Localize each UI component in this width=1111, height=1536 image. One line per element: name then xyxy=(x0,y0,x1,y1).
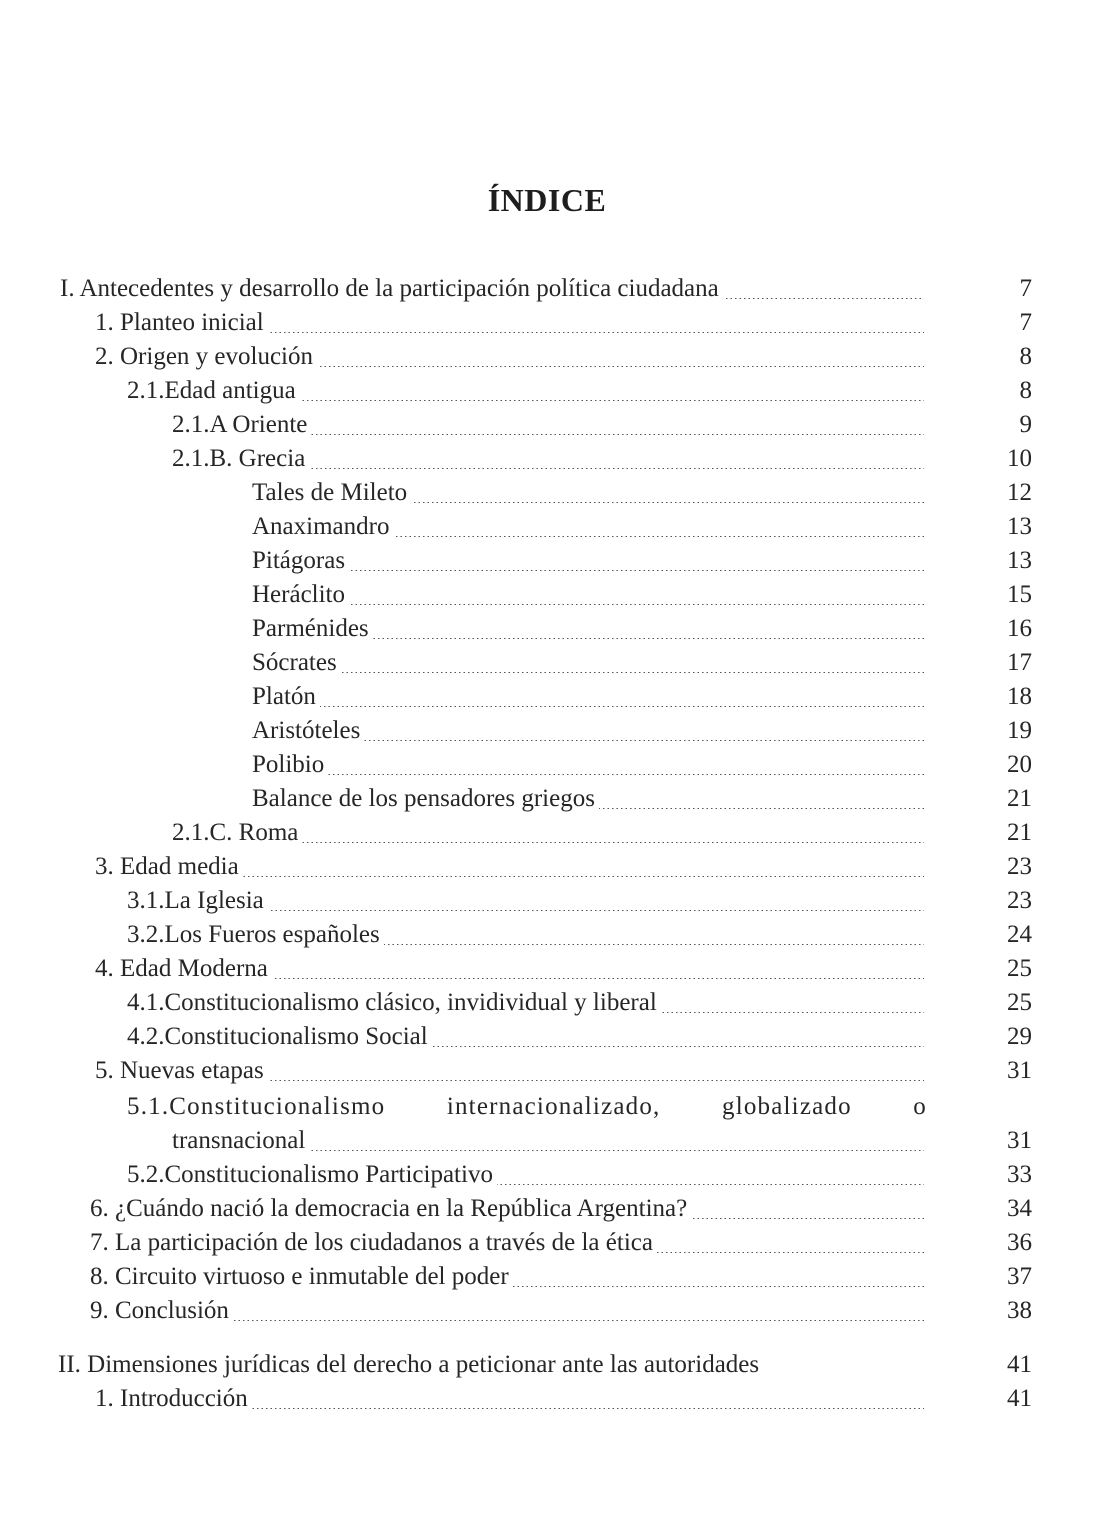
toc-entry-page: 38 xyxy=(1007,1297,1032,1324)
toc-entry-label: 4.2.Constitucionalismo Social xyxy=(127,1023,432,1050)
toc-entry-label: Sócrates xyxy=(252,649,341,676)
toc-entry-page: 31 xyxy=(1007,1127,1032,1154)
toc-entry-page: 41 xyxy=(1007,1385,1032,1412)
toc-entry-label: 1. Planteo inicial xyxy=(95,309,268,336)
toc-entry-label: Balance de los pensadores griegos xyxy=(252,785,599,812)
toc-entry-page: 31 xyxy=(1007,1057,1032,1084)
toc-entry-label: 4.1.Constitucionalismo clásico, invidividual y liberal xyxy=(127,989,661,1016)
toc-entry-label: 5. Nuevas etapas xyxy=(95,1057,268,1084)
toc-entry-page: 19 xyxy=(1007,717,1032,744)
toc-entry-page: 13 xyxy=(1007,513,1032,540)
toc-entry-page: 37 xyxy=(1007,1263,1032,1290)
toc-entry-page: 25 xyxy=(1007,955,1032,982)
toc-entry-label: 6. ¿Cuándo nació la democracia en la República Argentina? xyxy=(90,1195,691,1222)
toc-entry-label: 5.1.Constitucionalismo internacionalizado, globalizado o xyxy=(127,1090,927,1124)
toc-entry-page: 20 xyxy=(1007,751,1032,778)
toc-entry-page: 12 xyxy=(1007,479,1032,506)
toc-entry-label: Tales de Mileto xyxy=(252,479,411,506)
toc-entry-label: Aristóteles xyxy=(252,717,364,744)
toc-entry-page: 33 xyxy=(1007,1161,1032,1188)
toc-entry-label: 1. Introducción xyxy=(95,1385,252,1412)
toc-entry-label: 9. Conclusión xyxy=(90,1297,233,1324)
toc-entry-page: 7 xyxy=(1019,275,1032,302)
toc-entry-page: 18 xyxy=(1007,683,1032,710)
toc-entry-page: 23 xyxy=(1007,887,1032,914)
toc-entry-page: 8 xyxy=(1019,377,1032,404)
toc-entry-label: Polibio xyxy=(252,751,328,778)
toc-entry-page: 17 xyxy=(1007,649,1032,676)
toc-entry-page: 23 xyxy=(1007,853,1032,880)
toc-entry-label: 2. Origen y evolución xyxy=(95,343,317,370)
toc-entry-page: 21 xyxy=(1007,819,1032,846)
toc-entry-label: 8. Circuito virtuoso e inmutable del poder xyxy=(90,1263,513,1290)
toc-entry-label: 2.1.B. Grecia xyxy=(172,445,309,472)
toc-entry-label: 3.1.La Iglesia xyxy=(127,887,268,914)
toc-entry-label: Anaximandro xyxy=(252,513,393,540)
page-title: ÍNDICE xyxy=(487,182,607,218)
toc-entry-label: 7. La participación de los ciudadanos a través de la ética xyxy=(90,1229,657,1256)
toc-entry-label: 4. Edad Moderna xyxy=(95,955,272,982)
toc-entry-page: 41 xyxy=(1007,1351,1032,1378)
toc-entry-page: 7 xyxy=(1019,309,1032,336)
toc-entry-page: 10 xyxy=(1007,445,1032,472)
toc-entry-page: 25 xyxy=(1007,989,1032,1016)
toc-entry-page: 24 xyxy=(1007,921,1032,948)
toc-entry-page: 9 xyxy=(1019,411,1032,438)
toc-entry-label: 2.1.A Oriente xyxy=(172,411,311,438)
toc-entry-page: 15 xyxy=(1007,581,1032,608)
toc-entry-label: 2.1.Edad antigua xyxy=(127,377,300,404)
toc-entry-page: 36 xyxy=(1007,1229,1032,1256)
toc-entry-page: 29 xyxy=(1007,1023,1032,1050)
toc-entry-label: 2.1.C. Roma xyxy=(172,819,302,846)
toc-entry-label: I. Antecedentes y desarrollo de la participación política ciudadana xyxy=(60,275,723,302)
toc-entry-page: 8 xyxy=(1019,343,1032,370)
toc-entry-page: 34 xyxy=(1007,1195,1032,1222)
toc-entry-label: 5.2.Constitucionalismo Participativo xyxy=(127,1161,497,1188)
toc-entry-label: 3. Edad media xyxy=(95,853,243,880)
toc-entry-page: 21 xyxy=(1007,785,1032,812)
toc-entry-page: 13 xyxy=(1007,547,1032,574)
toc-entry-label: Platón xyxy=(252,683,320,710)
toc-entry-label: Heráclito xyxy=(252,581,349,608)
toc-entry-label: Pitágoras xyxy=(252,547,349,574)
toc-entry-label: 3.2.Los Fueros españoles xyxy=(127,921,384,948)
toc-entry-label: transnacional xyxy=(172,1127,309,1154)
toc-entry-page: 16 xyxy=(1007,615,1032,642)
toc-entry-label: Parménides xyxy=(252,615,373,642)
toc-entry-label: II. Dimensiones jurídicas del derecho a peticionar ante las autoridades xyxy=(58,1351,763,1378)
